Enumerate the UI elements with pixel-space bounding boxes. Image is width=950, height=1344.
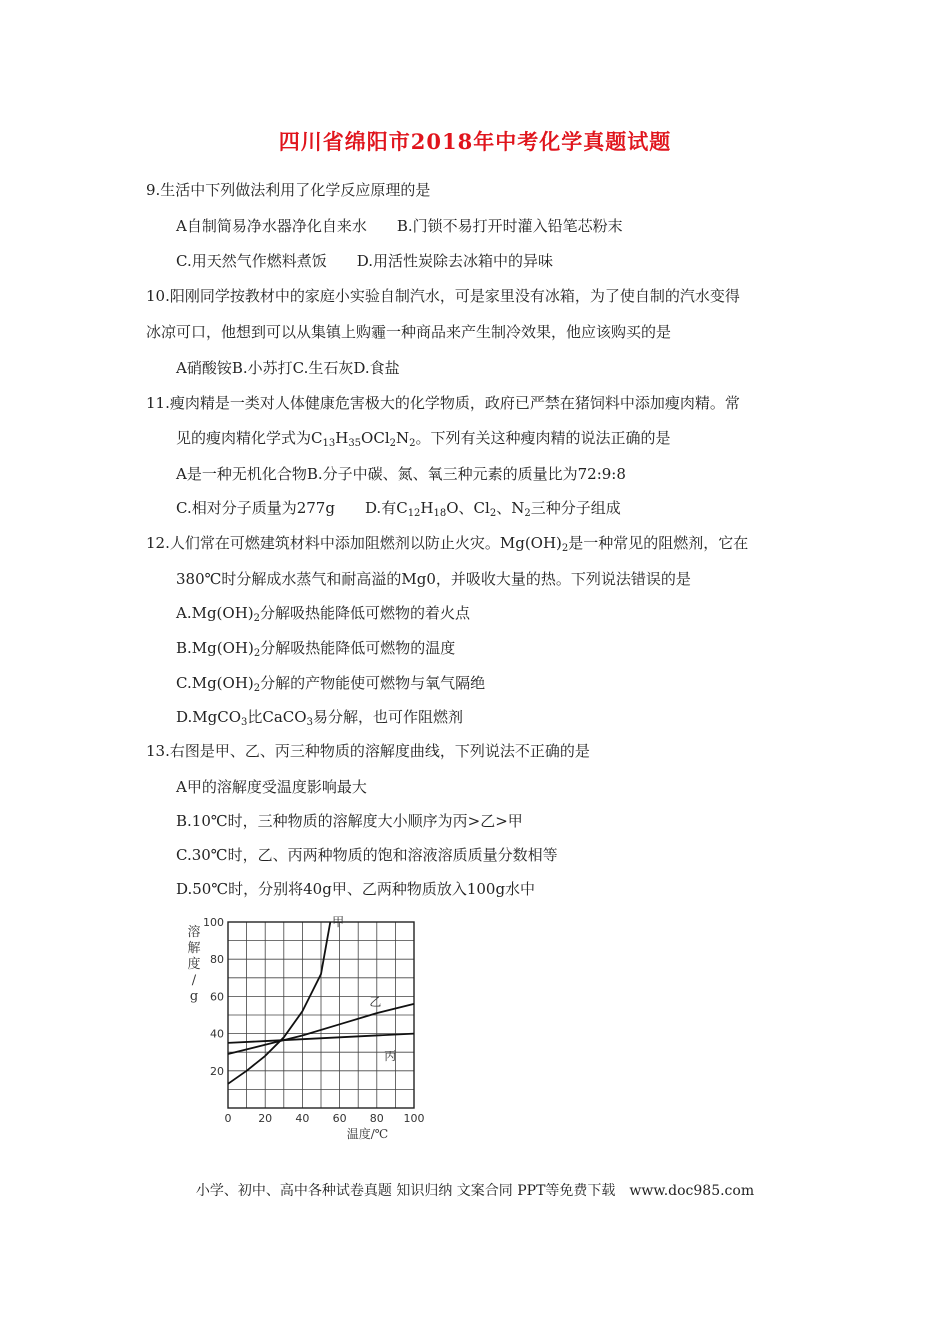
q12-stem-line1 <box>146 533 748 559</box>
y-axis-label-char: 溶 <box>187 925 201 940</box>
formula-sub: 2 <box>253 613 261 624</box>
q11-stem2-post: 。下列有关这种瘦肉精的说法正确的是 <box>415 429 671 447</box>
x-tick-label: 100 <box>403 1112 425 1125</box>
q11-stem-line2 <box>176 428 671 454</box>
formula-part: OCl <box>361 429 390 447</box>
formula-part: 、N <box>496 499 525 517</box>
formula-sub: 2 <box>524 508 531 519</box>
q11-options-cd <box>176 498 621 524</box>
series-line-1 <box>228 922 330 1084</box>
y-tick-label: 40 <box>210 1027 224 1041</box>
y-axis-label-char: 解 <box>187 941 201 956</box>
q13-option-b: B.10℃时，三种物质的溶解度大小顺序为丙>乙>甲 <box>176 812 523 830</box>
x-tick-label: 60 <box>332 1112 347 1125</box>
formula-sub: 2 <box>409 438 416 449</box>
formula-part: O、Cl <box>446 499 490 517</box>
formula-sub: 3 <box>306 717 313 728</box>
formula-part: H <box>420 499 434 517</box>
q13-stem: 13.右图是甲、乙、丙三种物质的溶解度曲线，下列说法不正确的是 <box>146 742 590 760</box>
q9-options-cd: C.用天然气作燃料煮饭 D.用活性炭除去冰箱中的异味 <box>176 252 553 270</box>
y-tick-label: 20 <box>210 1064 224 1078</box>
x-axis-label: 温度/℃ <box>346 1127 389 1141</box>
y-axis-label-char: 度 <box>187 957 201 972</box>
q11-options-ab: A是一种无机化合物B.分子中碳、氮、氧三种元素的质量比为72:9:8 <box>176 465 626 483</box>
formula-sub: 18 <box>433 508 447 519</box>
x-tick-label: 0 <box>224 1112 232 1125</box>
option-text: A.Mg(OH) <box>176 604 254 622</box>
formula-sub: 35 <box>348 438 362 449</box>
y-axis-label-char: g <box>189 989 199 1004</box>
x-tick-label: 20 <box>258 1112 273 1125</box>
option-text: C.Mg(OH) <box>176 674 254 692</box>
series-label-2: 乙 <box>369 995 382 1010</box>
y-axis-label-char: / <box>191 973 197 988</box>
option-text: 分解吸热能降低可燃物的温度 <box>260 639 456 657</box>
q10-stem-line1: 10.阳刚同学按教材中的家庭小实验自制汽水，可是家里没有冰箱，为了使自制的汽水变得 <box>146 287 740 305</box>
formula-sub: 2 <box>253 683 261 694</box>
q12-option-d <box>176 707 463 733</box>
formula-sub: 2 <box>561 543 569 554</box>
x-tick-label: 40 <box>295 1112 310 1125</box>
formula-sub: 2 <box>489 508 497 519</box>
option-text: 分解吸热能降低可燃物的着火点 <box>260 604 471 622</box>
option-text: B.Mg(OH) <box>176 639 254 657</box>
q12-stem1-post: 是一种常见的阻燃剂，它在 <box>568 534 749 552</box>
q12-option-a <box>176 603 470 629</box>
series-label-1: 甲 <box>332 915 345 930</box>
formula-sub: 2 <box>253 648 261 659</box>
q11-stem-line1: 11.瘦肉精是一类对人体健康危害极大的化学物质，政府已严禁在猪饲料中添加瘦肉精。常 <box>146 394 740 412</box>
option-text: 易分解，也可作阻燃剂 <box>312 708 463 726</box>
formula-sub: 2 <box>389 438 396 449</box>
q12-option-b <box>176 638 455 664</box>
option-text: D.MgCO <box>176 708 241 726</box>
q11-cd-pre: C.相对分子质量为277g D.有C <box>176 499 408 517</box>
y-tick-label: 80 <box>210 953 224 967</box>
page-title: 四川省绵阳市2018年中考化学真题试题 <box>278 129 672 154</box>
q13-option-d: D.50℃时，分别将40g甲、乙两种物质放入100g水中 <box>176 880 536 898</box>
q12-option-c <box>176 673 485 699</box>
formula-sub: 12 <box>407 508 421 519</box>
formula-part: H <box>335 429 349 447</box>
q9-options-ab: A自制简易净水器净化自来水 B.门锁不易打开时灌入铅笔芯粉末 <box>176 217 623 235</box>
solubility-chart <box>180 912 440 1148</box>
formula-sub: 13 <box>322 438 336 449</box>
series-label-3: 丙 <box>384 1049 397 1064</box>
y-tick-label: 100 <box>203 916 224 929</box>
option-text: 比CaCO <box>247 708 307 726</box>
q11-cd-post: 三种分子组成 <box>530 499 621 517</box>
q11-stem2-pre: 见的瘦肉精化学式为C <box>176 429 323 447</box>
q13-option-a: A甲的溶解度受温度影响最大 <box>176 778 367 796</box>
x-tick-label: 80 <box>369 1112 384 1125</box>
q12-stem1-pre: 12.人们常在可燃建筑材料中添加阻燃剂以防止火灾。Mg(OH) <box>146 534 562 552</box>
q9-stem: 9.生活中下列做法利用了化学反应原理的是 <box>146 181 431 199</box>
formula-part: N <box>396 429 410 447</box>
q10-options: A硝酸铵B.小苏打C.生石灰D.食盐 <box>176 359 400 377</box>
footer-text: 小学、初中、高中各种试卷真题 知识归纳 文案合同 PPT等免费下载 www.doc985.com <box>195 1183 755 1199</box>
option-text: 分解的产物能使可燃物与氧气隔绝 <box>260 674 486 692</box>
q12-stem-line2: 380℃时分解成水蒸气和耐高溢的Mg0，并吸收大量的热。下列说法错误的是 <box>176 570 691 588</box>
q13-option-c: C.30℃时，乙、丙两种物质的饱和溶液溶质质量分数相等 <box>176 846 558 864</box>
q10-stem-line2: 冰凉可口，他想到可以从集镇上购霾一种商品来产生制冷效果，他应该购买的是 <box>146 323 672 341</box>
y-tick-label: 60 <box>210 990 224 1004</box>
formula-sub: 3 <box>241 717 248 728</box>
